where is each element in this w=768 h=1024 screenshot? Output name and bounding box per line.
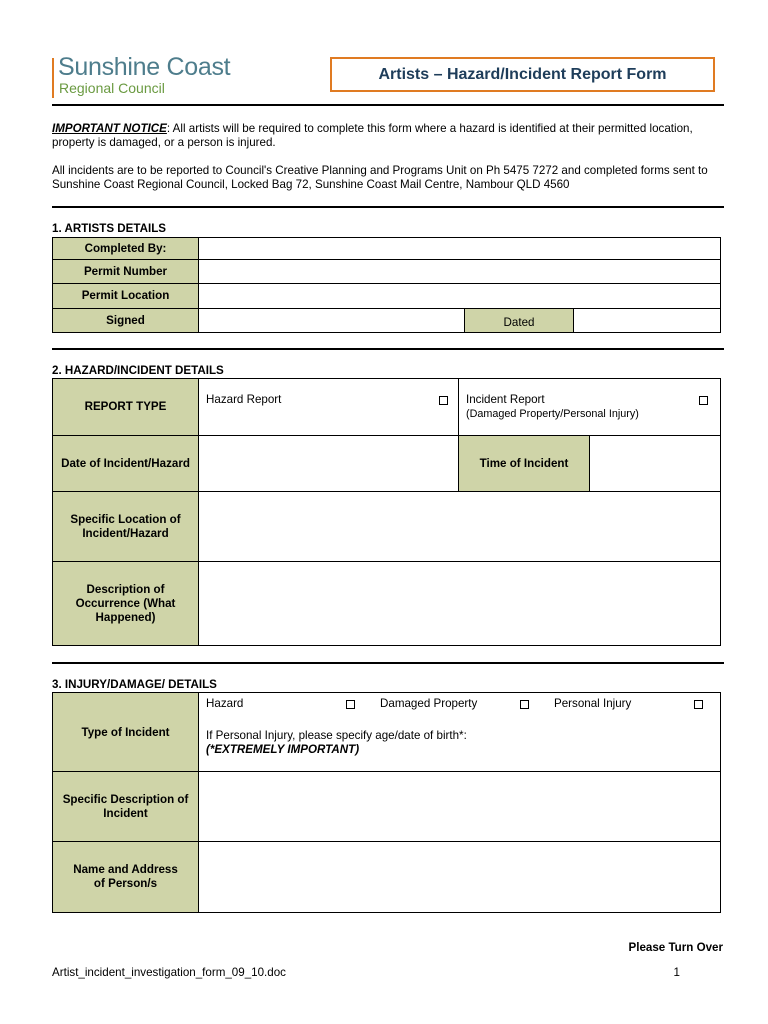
specific-description-label: Specific Description of Incident	[53, 772, 199, 842]
notice-text-2: All incidents are to be reported to Council's Creative Planning and Programs Unit on Ph 5475 7272 and completed forms sent to Sunshine Coast Regional Council, Locked Bag 72, Sunshine Coast Mail Centre, Nambour QLD 4560	[52, 164, 708, 191]
signed-label: Signed	[53, 309, 199, 333]
description-label: Description of Occurrence (What Happened)	[53, 562, 199, 646]
notice-text-1: : All artists will be required to complete this form where a hazard is identified at their permitted location, property is damaged, or a person is injured.	[52, 122, 693, 149]
completed-by-field[interactable]	[199, 238, 721, 260]
completed-by-label: Completed By:	[53, 238, 199, 260]
specify-age-text: If Personal Injury, please specify age/date of birth*:	[206, 729, 467, 742]
report-type-label: REPORT TYPE	[53, 379, 199, 436]
divider	[52, 662, 724, 664]
form-title: Artists – Hazard/Incident Report Form	[330, 57, 715, 92]
divider	[52, 206, 724, 208]
artists-details-table	[52, 237, 721, 333]
permit-location-field[interactable]	[199, 284, 721, 309]
specific-location-label: Specific Location of Incident/Hazard	[53, 492, 199, 562]
section-1-title: 1. ARTISTS DETAILS	[52, 222, 167, 235]
hazard-incident-table	[52, 378, 721, 646]
incident-report-note: (Damaged Property/Personal Injury)	[466, 408, 639, 420]
important-notice	[52, 122, 724, 150]
dated-field[interactable]	[574, 309, 721, 333]
permit-number-field[interactable]	[199, 260, 721, 284]
hazard-checkbox[interactable]	[346, 700, 355, 709]
notice-lead: IMPORTANT NOTICE	[52, 122, 167, 135]
section-2-title: 2. HAZARD/INCIDENT DETAILS	[52, 364, 224, 377]
permit-number-label: Permit Number	[53, 260, 199, 284]
please-turn-over: Please Turn Over	[628, 941, 723, 954]
incident-report-checkbox[interactable]	[699, 396, 708, 405]
time-of-incident-label: Time of Incident	[459, 436, 590, 492]
dated-label: Dated	[465, 309, 574, 333]
incident-report-label: Incident Report	[466, 393, 545, 406]
hazard-report-checkbox[interactable]	[439, 396, 448, 405]
logo-main-text: Sunshine Coast	[58, 53, 231, 81]
divider	[52, 348, 724, 350]
time-of-incident-field[interactable]	[590, 436, 721, 492]
divider	[52, 104, 724, 106]
incident-report-cell[interactable]	[459, 379, 721, 436]
date-of-incident-label: Date of Incident/Hazard	[53, 436, 199, 492]
page-number: 1	[673, 966, 680, 979]
name-address-field[interactable]	[199, 842, 721, 913]
date-of-incident-field[interactable]	[199, 436, 459, 492]
type-of-incident-cell	[199, 693, 721, 772]
damaged-property-checkbox[interactable]	[520, 700, 529, 709]
type-of-incident-label: Type of Incident	[53, 693, 199, 772]
hazard-report-cell[interactable]	[199, 379, 459, 436]
signed-field[interactable]	[199, 309, 465, 333]
damaged-property-label: Damaged Property	[380, 697, 478, 710]
personal-injury-label: Personal Injury	[554, 697, 632, 710]
hazard-option-label: Hazard	[206, 697, 244, 710]
injury-damage-table	[52, 692, 721, 913]
description-field[interactable]	[199, 562, 721, 646]
specific-description-field[interactable]	[199, 772, 721, 842]
logo-sub-text: Regional Council	[59, 80, 165, 96]
section-3-title: 3. INJURY/DAMAGE/ DETAILS	[52, 678, 217, 691]
personal-injury-checkbox[interactable]	[694, 700, 703, 709]
permit-location-label: Permit Location	[53, 284, 199, 309]
name-address-label: Name and Address of Person/s	[53, 842, 199, 913]
footer-filename: Artist_incident_investigation_form_09_10.doc	[52, 966, 286, 979]
logo-accent-bar	[52, 58, 54, 98]
hazard-report-label: Hazard Report	[206, 393, 282, 406]
specific-location-field[interactable]	[199, 492, 721, 562]
extremely-important-text: (*EXTREMELY IMPORTANT)	[206, 743, 360, 756]
